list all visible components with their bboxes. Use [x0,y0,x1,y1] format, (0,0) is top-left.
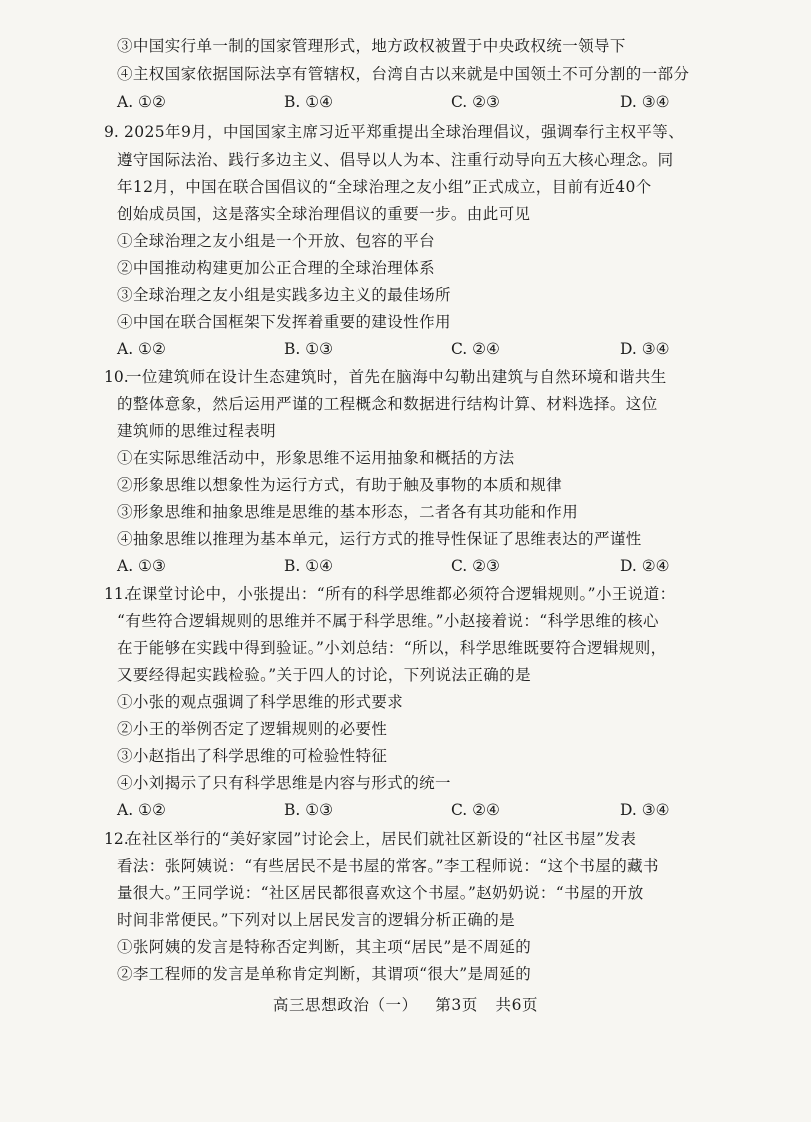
q10-option-d: D. ②④ [620,557,670,575]
footer-total-pages: 共6页 [495,996,539,1014]
q12-stem-line-1: 在社区举行的“美好家园”讨论会上，居民们就社区新设的“社区书屋”发表 [126,830,637,848]
q11-stem-line-4: 又要经得起实践检验。”关于四人的讨论，下列说法正确的是 [117,666,531,684]
q11-stem-line-2: “有些符合逻辑规则的思维并不属于科学思维。”小赵接着说：“科学思维的核心 [117,612,659,630]
q9-number: 9. [104,123,119,141]
q10-stem-line-2: 的整体意象，然后运用严谨的工程概念和数据进行结构计算、材料选择。这位 [117,395,658,413]
footer-subject: 高三思想政治（一） [272,996,418,1014]
q9-statement-3: ③全球治理之友小组是实践多边主义的最佳场所 [117,286,451,304]
q11-statement-1: ①小张的观点强调了科学思维的形式要求 [117,693,404,711]
q11-number: 11. [104,585,129,603]
q9-statement-2: ②中国推动构建更加公正合理的全球治理体系 [117,259,436,277]
q10-option-b: B. ①④ [284,557,334,575]
q9-option-a: A. ①② [117,340,166,358]
q9-statement-4: ④中国在联合国框架下发挥着重要的建设性作用 [117,313,451,331]
q8-option-d: D. ③④ [620,93,670,111]
q10-stem-line-1: 一位建筑师在设计生态建筑时，首先在脑海中勾勒出建筑与自然环境和谐共生 [126,368,667,386]
footer-page-number: 第3页 [435,996,478,1014]
q10-statement-2: ②形象思维以想象性为运行方式，有助于触及事物的本质和规律 [117,476,563,494]
q9-option-b: B. ①③ [284,340,334,358]
q9-stem-line-2: 遵守国际法治、践行多边主义、倡导以人为本、注重行动导向五大核心理念。同 [117,151,674,169]
q8-statement-4: ④主权国家依据国际法享有管辖权，台湾自古以来就是中国领土不可分割的一部分 [117,65,690,83]
q11-statement-2: ②小王的举例否定了逻辑规则的必要性 [117,720,388,738]
q10-option-c: C. ②③ [451,557,500,575]
q9-stem-line-1: 2025年9月，中国国家主席习近平郑重提出全球治理倡议，强调奉行主权平等、 [124,123,685,141]
q11-statement-3: ③小赵指出了科学思维的可检验性特征 [117,747,388,765]
q8-statement-3: ③中国实行单一制的国家管理形式，地方政权被置于中央政权统一领导下 [117,37,626,55]
page-footer [0,993,811,1015]
q10-statement-3: ③形象思维和抽象思维是思维的基本形态，二者各有其功能和作用 [117,503,579,521]
q11-option-a: A. ①② [117,801,166,819]
q12-statement-1: ①张阿姨的发言是特称否定判断，其主项“居民”是不周延的 [117,938,532,956]
q12-stem-line-2: 看法：张阿姨说：“有些居民不是书屋的常客。”李工程师说：“这个书屋的藏书 [117,857,659,875]
q11-option-b: B. ①③ [284,801,334,819]
q10-stem-line-3: 建筑师的思维过程表明 [117,422,277,440]
q9-stem-line-4: 创始成员国，这是落实全球治理倡议的重要一步。由此可见 [117,205,531,223]
q10-option-a: A. ①③ [117,557,166,575]
q11-option-c: C. ②④ [451,801,500,819]
q9-stem-line-3: 年12月，中国在联合国倡议的“全球治理之友小组”正式成立，目前有近40个 [117,178,652,196]
q9-option-c: C. ②④ [451,340,500,358]
q10-statement-4: ④抽象思维以推理为基本单元，运行方式的推导性保证了思维表达的严谨性 [117,530,642,548]
q12-statement-2: ②李工程师的发言是单称肯定判断，其谓项“很大”是周延的 [117,965,532,983]
q12-stem-line-3: 量很大。”王同学说：“社区居民都很喜欢这个书屋。”赵奶奶说：“书屋的开放 [117,884,644,902]
q10-statement-1: ①在实际思维活动中，形象思维不运用抽象和概括的方法 [117,449,515,467]
q10-number: 10. [104,368,129,386]
q8-option-b: B. ①④ [284,93,334,111]
q9-statement-1: ①全球治理之友小组是一个开放、包容的平台 [117,232,436,250]
q9-option-d: D. ③④ [620,340,670,358]
q8-option-a: A. ①② [117,93,166,111]
q11-statement-4: ④小刘揭示了只有科学思维是内容与形式的统一 [117,774,451,792]
q8-option-c: C. ②③ [451,93,500,111]
q11-option-d: D. ③④ [620,801,670,819]
q12-stem-line-4: 时间非常便民。”下列对以上居民发言的逻辑分析正确的是 [117,911,516,929]
q11-stem-line-1: 在课堂讨论中，小张提出：“所有的科学思维都必须符合逻辑规则。”小王说道： [126,585,676,603]
q12-number: 12. [104,830,129,848]
q11-stem-line-3: 在于能够在实践中得到验证。”小刘总结：“所以，科学思维既要符合逻辑规则， [117,639,667,657]
